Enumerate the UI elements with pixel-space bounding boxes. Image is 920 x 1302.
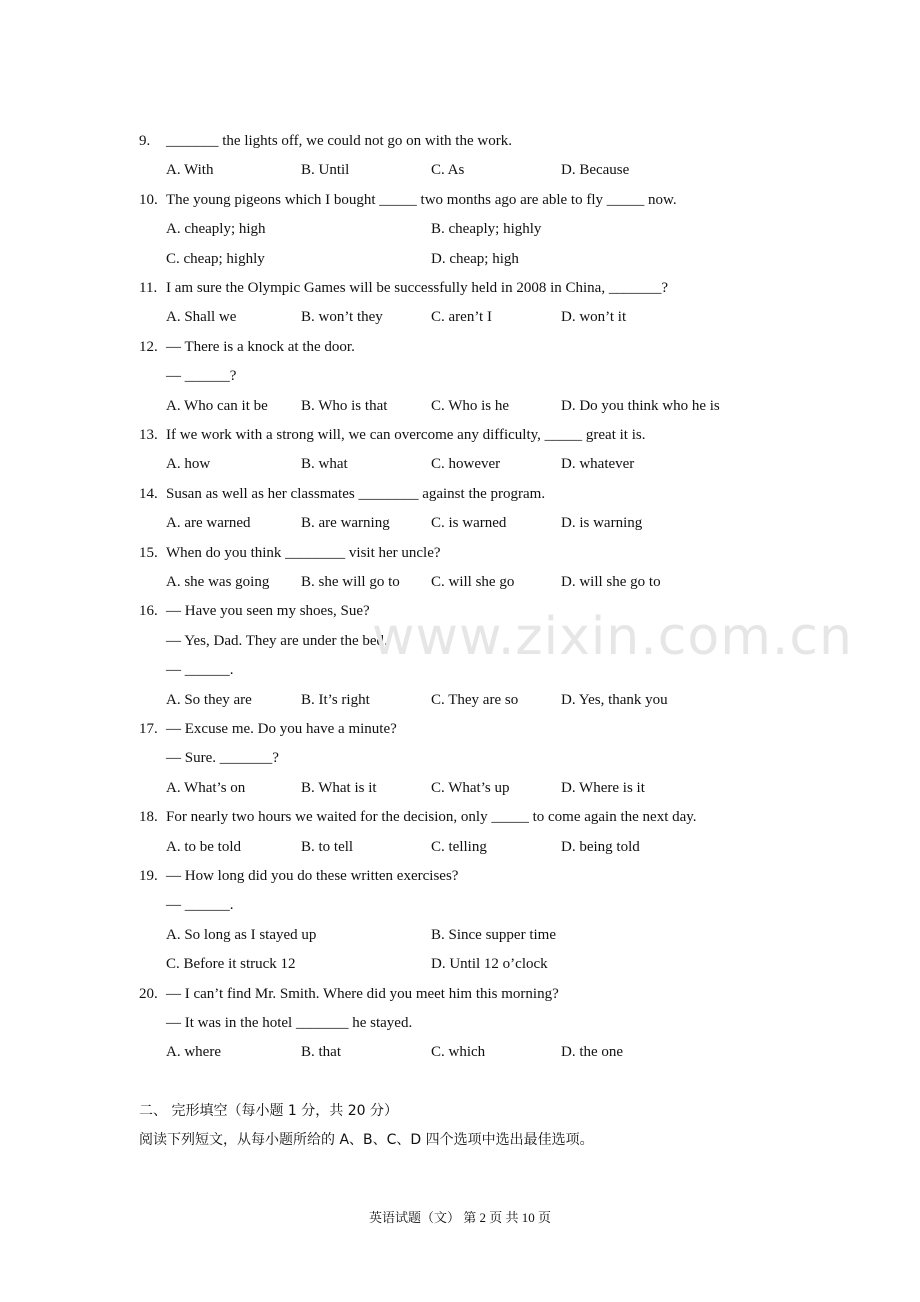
question-number: 18. xyxy=(139,809,158,826)
answer-option: A. With xyxy=(166,162,214,179)
question-text: When do you think ________ visit her uncle? xyxy=(166,544,441,561)
dialogue-line: — ______. xyxy=(166,897,234,914)
answer-option: D. being told xyxy=(561,838,640,855)
question-number: 20. xyxy=(139,985,158,1002)
answer-option: B. Since supper time xyxy=(431,926,556,943)
dialogue-line: — It was in the hotel _______ he stayed. xyxy=(166,1015,413,1031)
answer-option: A. how xyxy=(166,456,211,473)
dialogue-line: — Sure. _______? xyxy=(166,750,279,767)
answer-option: C. What’s up xyxy=(431,779,510,796)
answer-option: D. cheap; high xyxy=(431,250,519,267)
section-title: 二、 完形填空（每小题 1 分，共 20 分） xyxy=(139,1103,398,1119)
question-number: 14. xyxy=(139,485,158,502)
answer-option: C. Before it struck 12 xyxy=(166,956,296,973)
answer-option: D. Yes, thank you xyxy=(561,691,668,708)
answer-option: B. that xyxy=(301,1044,341,1061)
question-text: If we work with a strong will, we can overcome any difficulty, _____ great it is. xyxy=(166,427,646,443)
answer-option: C. They are so xyxy=(431,691,519,708)
answer-option: C. aren’t I xyxy=(431,309,492,326)
answer-option: B. what xyxy=(301,456,348,473)
answer-option: C. cheap; highly xyxy=(166,250,265,267)
dialogue-line: — ______? xyxy=(166,368,237,385)
answer-option: A. So they are xyxy=(166,691,252,708)
watermark: www.zixin.com.cn xyxy=(372,607,853,667)
question-number: 19. xyxy=(139,868,158,884)
question-text: — How long did you do these written exercises? xyxy=(166,868,459,884)
question-text: I am sure the Olympic Games will be successfully held in 2008 in China, _______? xyxy=(166,280,668,296)
answer-option: D. whatever xyxy=(561,456,635,473)
answer-option: B. cheaply; highly xyxy=(431,221,542,238)
answer-option: B. to tell xyxy=(301,838,354,855)
question-number: 10. xyxy=(139,191,158,208)
dialogue-line: — ______. xyxy=(166,662,234,679)
answer-option: A. cheaply; high xyxy=(166,221,266,238)
answer-option: A. Who can it be xyxy=(166,397,268,414)
answer-option: A. So long as I stayed up xyxy=(166,926,317,943)
question-text: — There is a knock at the door. xyxy=(166,338,355,355)
answer-option: C. however xyxy=(431,456,501,473)
question-number: 13. xyxy=(139,427,158,443)
answer-option: D. Until 12 o’clock xyxy=(431,956,548,973)
answer-option: D. won’t it xyxy=(561,309,627,326)
question-number: 9. xyxy=(139,133,151,149)
answer-option: B. are warning xyxy=(301,515,390,532)
answer-option: B. It’s right xyxy=(301,691,370,708)
answer-option: A. Shall we xyxy=(166,309,237,326)
answer-option: A. where xyxy=(166,1044,221,1061)
answer-option: D. is warning xyxy=(561,515,643,532)
answer-option: A. she was going xyxy=(166,574,270,590)
answer-option: D. the one xyxy=(561,1044,624,1061)
question-number: 12. xyxy=(139,338,158,355)
question-number: 11. xyxy=(139,280,158,296)
answer-option: B. she will go to xyxy=(301,574,400,590)
answer-option: C. will she go xyxy=(431,574,515,590)
answer-option: D. Because xyxy=(561,162,630,179)
question-text: — I can’t find Mr. Smith. Where did you meet him this morning? xyxy=(166,985,559,1002)
section-instruction: 阅读下列短文，从每小题所给的 A、B、C、D 四个选项中选出最佳选项。 xyxy=(139,1132,594,1148)
answer-option: A. to be told xyxy=(166,838,241,855)
answer-option: C. telling xyxy=(431,838,487,855)
question-text: For nearly two hours we waited for the decision, only _____ to come again the next day. xyxy=(166,809,697,826)
answer-option: C. which xyxy=(431,1044,486,1061)
question-number: 16. xyxy=(139,603,158,620)
question-text: The young pigeons which I bought _____ two months ago are able to fly _____ now. xyxy=(166,191,677,208)
answer-option: D. Where is it xyxy=(561,779,645,796)
answer-option: B. won’t they xyxy=(301,309,383,326)
answer-option: A. What’s on xyxy=(166,779,246,796)
answer-option: C. is warned xyxy=(431,515,507,532)
page-footer: 英语试题（文） 第 2 页 共 10 页 xyxy=(368,1210,551,1225)
answer-option: C. Who is he xyxy=(431,397,510,414)
question-number: 17. xyxy=(139,721,158,737)
answer-option: B. What is it xyxy=(301,779,377,796)
question-text: — Have you seen my shoes, Sue? xyxy=(166,603,370,620)
answer-option: A. are warned xyxy=(166,515,251,532)
question-number: 15. xyxy=(139,544,158,561)
question-text: _______ the lights off, we could not go on with the work. xyxy=(166,133,512,149)
answer-option: B. Who is that xyxy=(301,397,388,414)
question-text: — Excuse me. Do you have a minute? xyxy=(166,721,397,737)
question-text: Susan as well as her classmates ________ against the program. xyxy=(166,485,546,502)
dialogue-line: — Yes, Dad. They are under the bed. xyxy=(166,632,388,649)
answer-option: D. Do you think who he is xyxy=(561,397,720,414)
answer-option: D. will she go to xyxy=(561,574,661,590)
answer-option: C. As xyxy=(431,162,465,179)
answer-option: B. Until xyxy=(301,162,350,179)
